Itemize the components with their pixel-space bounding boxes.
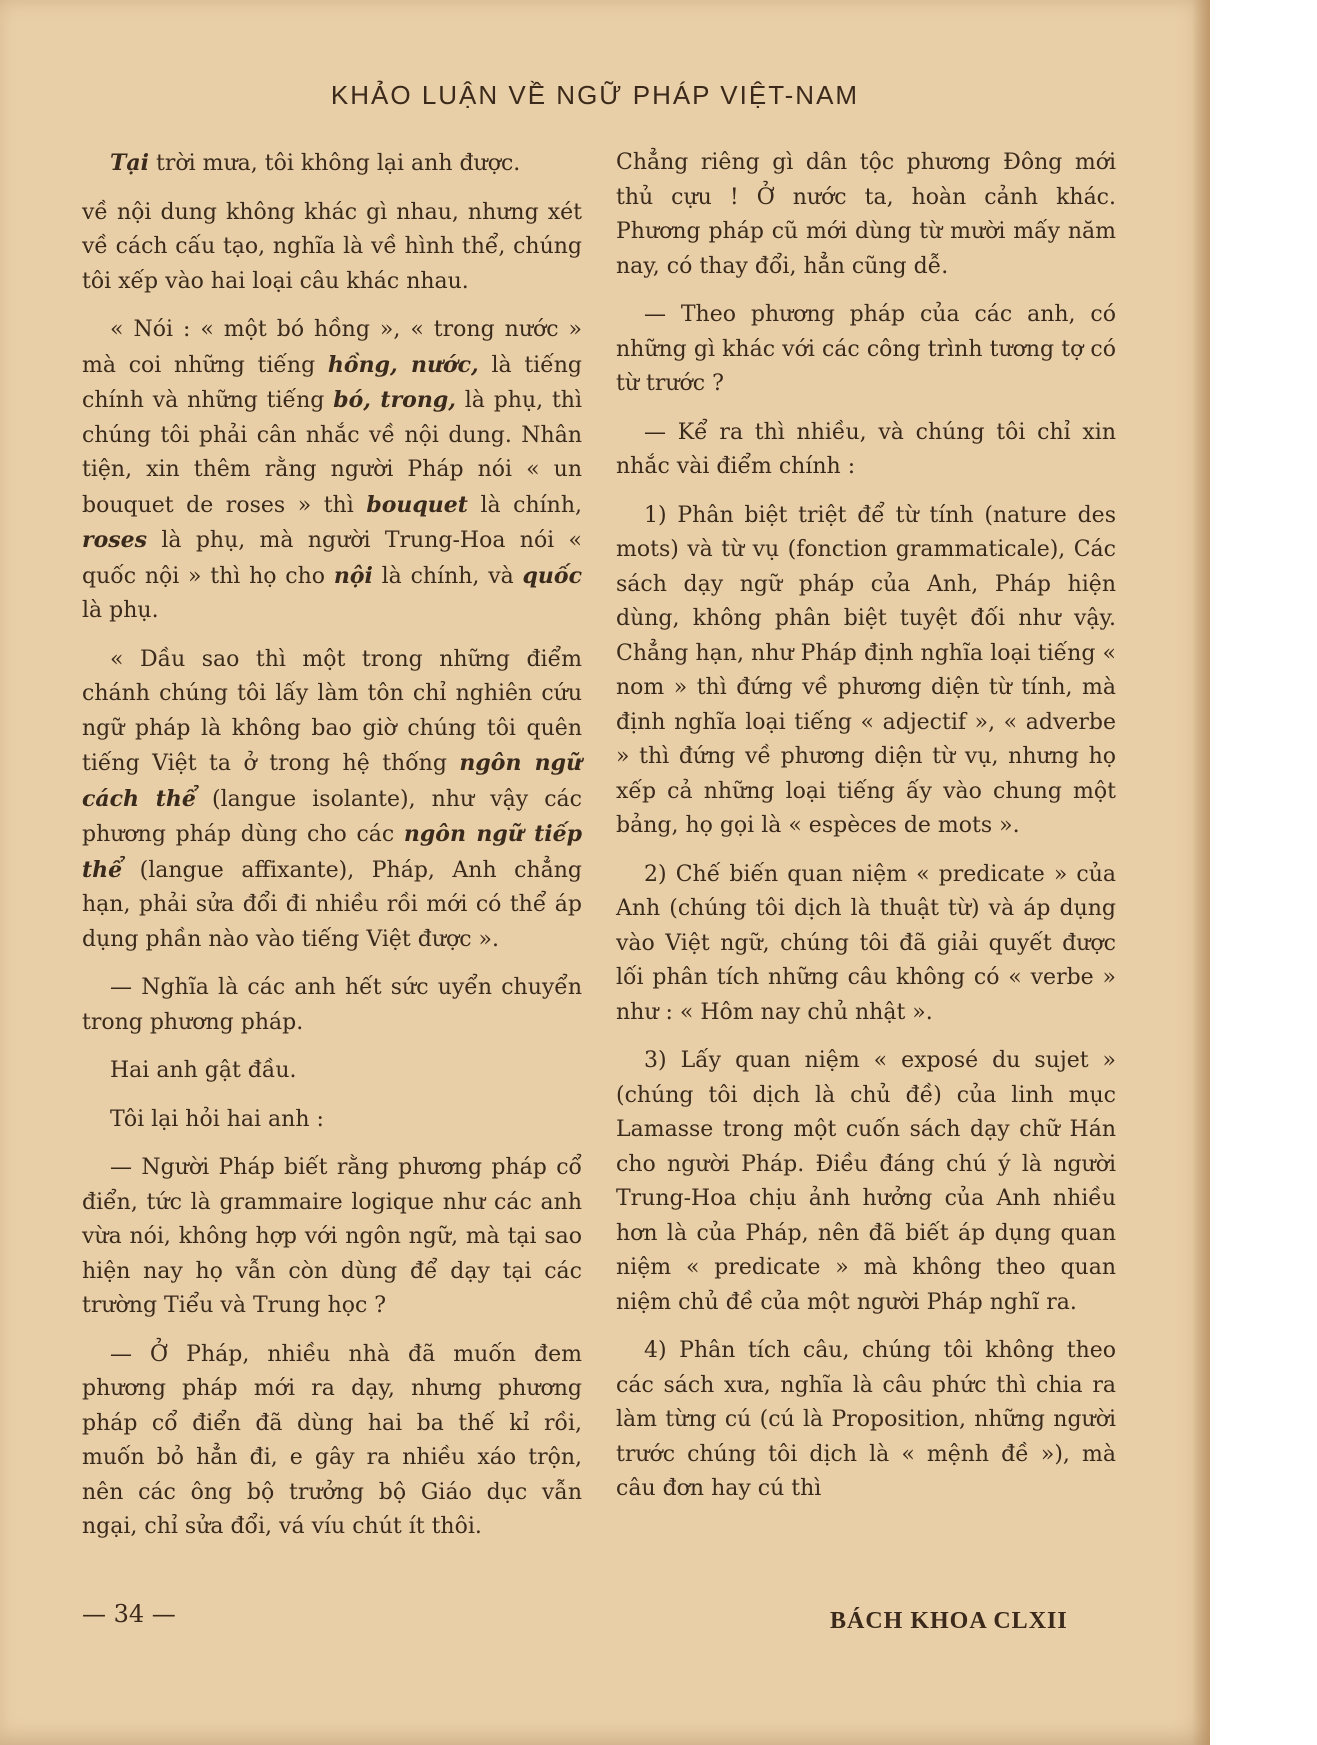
journal-name: BÁCH KHOA CLXII: [830, 1608, 1068, 1634]
emphasis-text: bouquet: [366, 491, 468, 518]
paragraph: [616, 416, 1116, 485]
text-run: là chính, và: [372, 563, 523, 589]
text-run: — Ở Pháp, nhiều nhà đã muốn đem phương pháp mới ra dạy, nhưng phương pháp cổ điển đã dùng hai ba thế kỉ rồi, muốn bỏ hẳn đi, e gây ra nhiều xáo trộn, nên các ông bộ trưởng bộ Giáo dục vẫn ngại, chỉ sửa đổi, vá víu chút ít thôi.: [82, 1341, 582, 1539]
paragraph: [616, 146, 1116, 284]
paragraph: [82, 643, 582, 958]
text-run: — Theo phương pháp của các anh, có những gì khác với các công trình tương tợ có từ trước ?: [616, 302, 1116, 396]
text-run: Chẳng riêng gì dân tộc phương Đông mới thủ cựu ! Ở nước ta, hoàn cảnh khác. Phương pháp cũ mới dùng từ mười mấy năm nay, có thay đổi, hẳn cũng dễ.: [616, 150, 1116, 279]
text-run: — Nghĩa là các anh hết sức uyển chuyển trong phương pháp.: [82, 975, 582, 1035]
text-run: là tiếng chính và những tiếng: [82, 352, 582, 413]
emphasis-text: ngôn ngữ cách thể: [82, 750, 582, 812]
emphasis-text: roses: [82, 527, 148, 553]
paragraph: [82, 1054, 582, 1089]
text-run: 3) Lấy quan niệm « exposé du sujet » (chúng tôi dịch là chủ đề) của linh mục Lamasse trong một cuốn sách dạy chữ Hán cho người Pháp. Điều đáng chú ý là người Trung-Hoa chịu ảnh hưởng của Anh nhiều hơn là của Pháp, nên đã biết áp dụng quan niệm « predicate » mà không theo quan niệm chủ đề của một người Pháp nghĩ ra.: [616, 1048, 1116, 1315]
text-run: là chính,: [467, 492, 583, 518]
paragraph: [616, 858, 1116, 1031]
paragraph: [82, 313, 582, 629]
text-run: Tôi lại hỏi hai anh :: [110, 1106, 324, 1132]
text-run: « Nói : « một bó hồng », « trong nước » mà coi những tiếng: [82, 317, 582, 378]
text-run: — Người Pháp biết rằng phương pháp cổ điển, tức là grammaire logique như các anh vừa nói, không hợp với ngôn ngữ, mà tại sao hiện nay họ vẫn còn dùng để dạy tại các trường Tiểu và Trung học ?: [82, 1155, 582, 1318]
paragraph: [82, 196, 582, 300]
emphasis-text: bó, trong,: [333, 387, 456, 413]
paragraph: [616, 298, 1116, 402]
emphasis-text: hồng, nước,: [327, 351, 479, 378]
paragraph: [616, 1334, 1116, 1507]
text-run: 2) Chế biến quan niệm « predicate » của Anh (chúng tôi dịch là thuật từ) và áp dụng vào Việt ngữ, chúng tôi đã giải quyết được lối phân tích những câu không có « verbe » như : « Hôm nay chủ nhật ».: [616, 861, 1116, 1025]
emphasis-text: nội: [333, 562, 373, 589]
text-run: về nội dung không khác gì nhau, nhưng xét về cách cấu tạo, nghĩa là về hình thể, chúng tôi xếp vào hai loại câu khác nhau.: [82, 199, 582, 294]
left-column: [82, 146, 582, 1559]
paragraph: [616, 499, 1116, 844]
paragraph: [82, 1151, 582, 1324]
paragraph: [82, 1103, 582, 1138]
emphasis-text: Tại: [110, 150, 149, 176]
page-edge: [1192, 0, 1210, 1745]
text-run: 4) Phân tích câu, chúng tôi không theo các sách xưa, nghĩa là câu phức thì chia ra làm từng cú (cú là Proposition, những người trước chúng tôi dịch là « mệnh đề »), mà câu đơn hay cú thì: [616, 1338, 1116, 1501]
text-run: — Kể ra thì nhiều, và chúng tôi chỉ xin nhắc vài điểm chính :: [616, 419, 1116, 479]
emphasis-text: ngôn ngữ tiếp thể: [82, 821, 582, 883]
right-column: [616, 146, 1116, 1521]
text-run: là phụ.: [82, 598, 159, 623]
paragraph: [82, 1338, 582, 1545]
text-run: (langue isolante), như vậy các phương pháp dùng cho các: [82, 786, 582, 847]
paragraph: [616, 1044, 1116, 1320]
running-title: KHẢO LUẬN VỀ NGỮ PHÁP VIỆT-NAM: [330, 80, 860, 110]
paragraph: [82, 971, 582, 1040]
text-run: là phụ, mà người Trung-Hoa nói « quốc nội » thì họ cho: [82, 528, 582, 589]
paragraph: [82, 146, 582, 182]
text-run: (langue affixante), Pháp, Anh chẳng hạn, phải sửa đổi đi nhiều rồi mới có thể áp dụng phần nào vào tiếng Việt được ».: [82, 857, 582, 952]
text-run: là phụ, thì chúng tôi phải cân nhắc về nội dung. Nhân tiện, xin thêm rằng người Pháp nói « un bouquet de roses » thì: [82, 388, 582, 518]
text-run: trời mưa, tôi không lại anh được.: [148, 151, 521, 176]
text-run: 1) Phân biệt triệt để từ tính (nature des mots) và từ vụ (fonction grammaticale), Các sách dạy ngữ pháp của Anh, Pháp hiện dùng, không phân biệt tuyệt đối như vậy. Chẳng hạn, như Pháp định nghĩa loại tiếng « nom » thì đứng về phương diện từ tính, mà định nghĩa loại tiếng « adjectif », « adverbe » thì đứng về phương diện từ vụ, nhưng họ xếp cả những loại tiếng ấy vào chung một bảng, họ gọi là « espèces de mots ».: [616, 502, 1116, 838]
text-run: « Dầu sao thì một trong những điểm chánh chúng tôi lấy làm tôn chỉ nghiên cứu ngữ pháp là không bao giờ chúng tôi quên tiếng Việt ta ở trong hệ thống: [82, 646, 582, 776]
text-run: Hai anh gật đầu.: [110, 1058, 297, 1083]
emphasis-text: quốc: [522, 562, 582, 589]
page-number: — 34 —: [82, 1600, 176, 1628]
